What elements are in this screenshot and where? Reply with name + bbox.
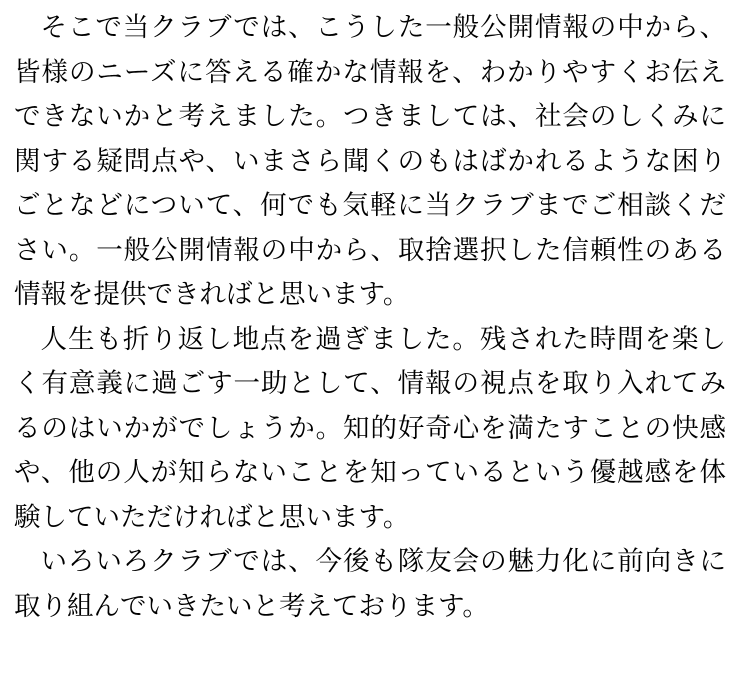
paragraph: いろいろクラブでは、今後も隊友会の魅力化に前向きに取り組んでいきたいと考えております。 [14, 546, 726, 622]
paragraph: そこで当クラブでは、こうした一般公開情報の中から、皆様のニーズに答える確かな情報を、わかりやすくお伝えできないかと考えました。つきましては、社会のしくみに関する疑問点や、いまさら聞くのもはばかれるような困りごとなどについて、何でも気軽に当クラブまでご相談ください。一般公開情報の中から、取捨選択した信頼性のある情報を提供できればと思います。 [14, 12, 726, 310]
paragraph: 人生も折り返し地点を過ぎました。残された時間を楽しく有意義に過ごす一助として、情報の視点を取り入れてみるのはいかがでしょうか。知的好奇心を満たすことの快感や、他の人が知らないことを知っているという優越感を体験していただければと思います。 [14, 323, 726, 533]
